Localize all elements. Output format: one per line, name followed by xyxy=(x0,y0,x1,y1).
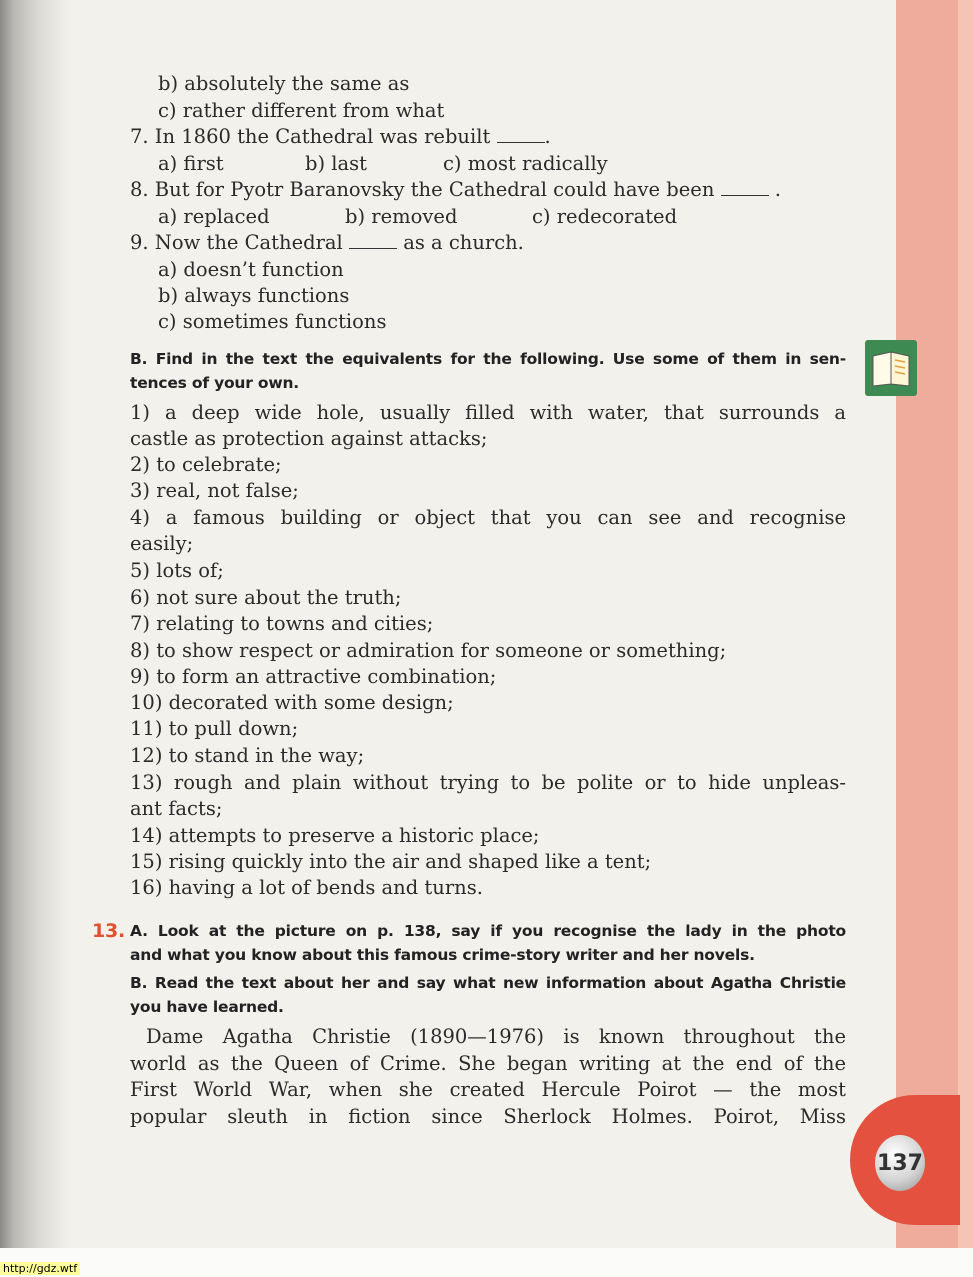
option-c: c) most radically xyxy=(443,152,608,175)
task-b-heading-cont: tences of your own. xyxy=(130,374,299,392)
side-strip-edge xyxy=(958,0,973,1248)
definition-line: 7) relating to towns and cities; xyxy=(130,612,434,635)
definition-line: castle as protection against attacks; xyxy=(130,427,488,450)
definition-line: 1) a deep wide hole, usually filled with water, that surrounds a xyxy=(130,401,846,424)
exercise-13b: B. Read the text about her and say what new information about Agatha Christie xyxy=(130,974,846,992)
definition-line: 8) to show respect or admiration for someone or something; xyxy=(130,639,727,662)
definition-line: 10) decorated with some design; xyxy=(130,691,454,714)
answer-blank xyxy=(349,232,397,249)
option-line: c) rather different from what xyxy=(158,99,445,122)
exercise-number: 13. xyxy=(92,920,126,942)
definition-line: 14) attempts to preserve a historic place; xyxy=(130,824,540,847)
definition-line: 13) rough and plain without trying to be polite or to hide unpleas- xyxy=(130,771,846,794)
definition-line: 9) to form an attractive combination; xyxy=(130,665,497,688)
page-number: 137 xyxy=(875,1135,925,1191)
page-bottom-margin xyxy=(0,1248,973,1277)
book-icon xyxy=(865,340,917,396)
option-a: a) doesn’t function xyxy=(158,258,344,281)
definition-line: easily; xyxy=(130,532,194,555)
option-b: b) removed xyxy=(345,205,458,228)
paragraph-line: popular sleuth in fiction since Sherlock Holmes. Poirot, Miss xyxy=(130,1105,846,1128)
definition-line: 6) not sure about the truth; xyxy=(130,586,402,609)
question-stem: 8. But for Pyotr Baranovsky the Cathedral could have been xyxy=(130,178,715,201)
question-stem-end: . xyxy=(774,178,781,201)
question-9 xyxy=(130,230,524,256)
answer-blank xyxy=(721,179,769,196)
question-7 xyxy=(130,124,551,150)
definition-line: 12) to stand in the way; xyxy=(130,744,365,767)
exercise-13a: A. Look at the picture on p. 138, say if you recognise the lady in the photo xyxy=(130,922,846,940)
question-stem: 9. Now the Cathedral xyxy=(130,231,343,254)
paragraph-line: world as the Queen of Crime. She began writing at the end of the xyxy=(130,1052,846,1075)
definition-line: 4) a famous building or object that you can see and recognise xyxy=(130,506,846,529)
definition-line: 11) to pull down; xyxy=(130,717,299,740)
paragraph-line: Dame Agatha Christie (1890—1976) is known throughout the xyxy=(146,1025,846,1048)
option-line: b) absolutely the same as xyxy=(158,72,410,95)
definition-line: ant facts; xyxy=(130,797,223,820)
exercise-13b-cont: you have learned. xyxy=(130,998,284,1016)
question-stem-end: as a church. xyxy=(403,231,524,254)
definition-line: 5) lots of; xyxy=(130,559,224,582)
answer-blank xyxy=(497,126,545,143)
option-b: b) always functions xyxy=(158,284,350,307)
option-c: c) sometimes functions xyxy=(158,310,387,333)
task-b-heading: B. Find in the text the equivalents for the following. Use some of them in sen- xyxy=(130,350,846,368)
definition-line: 2) to celebrate; xyxy=(130,453,282,476)
book-gutter-shadow xyxy=(0,0,70,1250)
option-a: a) replaced xyxy=(158,205,270,228)
option-c: c) redecorated xyxy=(532,205,678,228)
option-a: a) first xyxy=(158,152,224,175)
question-8 xyxy=(130,177,781,203)
paragraph-line: First World War, when she created Hercule Poirot — the most xyxy=(130,1078,846,1101)
question-stem-end: . xyxy=(544,125,551,148)
definition-line: 3) real, not false; xyxy=(130,479,299,502)
question-stem: 7. In 1860 the Cathedral was rebuilt xyxy=(130,125,491,148)
option-b: b) last xyxy=(305,152,367,175)
definition-line: 15) rising quickly into the air and shaped like a tent; xyxy=(130,850,652,873)
watermark-link[interactable]: http://gdz.wtf xyxy=(0,1262,80,1275)
definition-line: 16) having a lot of bends and turns. xyxy=(130,876,483,899)
exercise-13a-cont: and what you know about this famous crime-story writer and her novels. xyxy=(130,946,755,964)
